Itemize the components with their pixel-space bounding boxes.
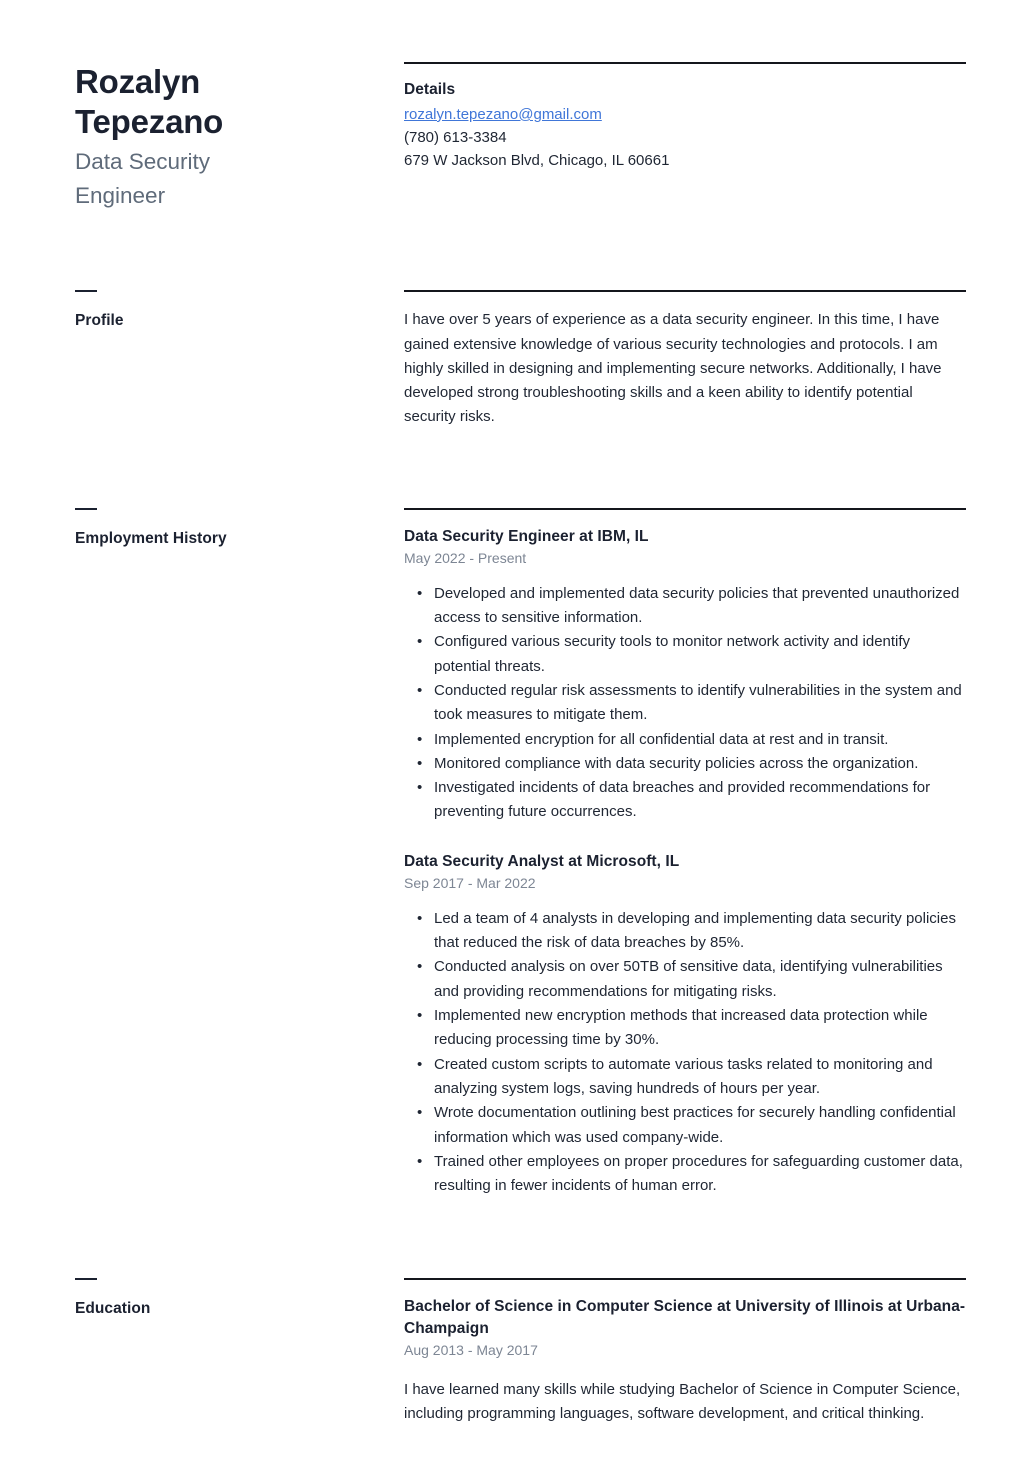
section-label-employment: Employment History	[75, 529, 227, 547]
section-dash-icon	[75, 1278, 97, 1280]
details-heading: Details	[404, 81, 456, 98]
list-item: • Configured various security tools to monitor network activity and identify potential threats.	[434, 630, 966, 679]
education-entry-title: Bachelor of Science in Computer Science at University of Illinois at Urbana-Champaign	[404, 1298, 966, 1337]
section-divider-education	[404, 1278, 966, 1280]
list-item: • Led a team of 4 analysts in developing and implementing data security policies that reduced the risk of data breaches by 85%.	[434, 907, 966, 956]
section-label-education: Education	[75, 1300, 151, 1318]
employment-content	[404, 508, 966, 1199]
list-item: • Wrote documentation outlining best practices for securely handling confidential information which was used company-wide.	[434, 1101, 966, 1150]
profile-text: I have over 5 years of experience as a data security engineer. In this time, I have gained extensive knowledge of various security technologies and protocols. I am highly skilled in designing and implementing secure networks. Additionally, I have developed strong troubleshooting skills and a keen ability to identify potential security risks.	[404, 311, 942, 426]
employment-entry-title: Data Security Engineer at IBM, IL	[404, 527, 649, 545]
list-item: • Created custom scripts to automate various tasks related to monitoring and analyzing system logs, saving hundreds of hours per year.	[434, 1053, 966, 1102]
employment-entry-title: Data Security Analyst at Microsoft, IL	[404, 852, 680, 870]
header-identity	[75, 62, 404, 214]
list-item: • Developed and implemented data security policies that prevented unauthorized access to sensitive information.	[434, 582, 966, 631]
employment-entry-date: May 2022 - Present	[404, 550, 527, 567]
employment-section	[75, 508, 966, 1199]
section-divider-details	[404, 62, 966, 64]
list-item: • Trained other employees on proper procedures for safeguarding customer data, resulting in fewer incidents of human error.	[434, 1150, 966, 1199]
education-entry-description: I have learned many skills while studying Bachelor of Science in Computer Science, including programming languages, software development, and critical thinking.	[404, 1380, 961, 1423]
list-item: • Conducted regular risk assessments to identify vulnerabilities in the system and took measures to mitigate them.	[434, 679, 966, 728]
education-content	[404, 1278, 966, 1426]
address-line: 679 W Jackson Blvd, Chicago, IL 60661	[404, 152, 670, 170]
list-item: • Monitored compliance with data security policies across the organization.	[434, 752, 966, 776]
employment-entry-bullets	[404, 907, 966, 1199]
phone-line: (780) 613-3384	[404, 129, 507, 147]
spacer-after-profile	[75, 430, 966, 508]
section-divider-profile	[404, 290, 966, 292]
spacer-after-header	[75, 214, 966, 290]
header-section	[75, 62, 966, 214]
employment-entry-bullets	[404, 582, 966, 825]
education-entry	[404, 1296, 966, 1426]
section-label-profile: Profile	[75, 312, 124, 330]
list-item: • Implemented encryption for all confidential data at rest and in transit.	[434, 728, 966, 752]
page-title: Rozalyn Tepezano	[75, 63, 224, 141]
section-dash-icon	[75, 290, 97, 292]
employment-entry	[404, 851, 966, 1199]
employment-entry	[404, 526, 966, 825]
job-title-subtitle: Data Security Engineer	[75, 148, 211, 209]
details-block	[404, 62, 966, 173]
list-item: • Investigated incidents of data breaches and provided recommendations for preventing future occurrences.	[434, 776, 966, 825]
email-line	[404, 103, 966, 126]
section-dash-icon	[75, 508, 97, 510]
profile-label-column	[75, 290, 404, 331]
email-link[interactable]: rozalyn.tepezano@gmail.com	[404, 105, 602, 123]
spacer-after-employment	[75, 1198, 966, 1278]
list-item: • Conducted analysis on over 50TB of sensitive data, identifying vulnerabilities and providing recommendations for mitigating risks.	[434, 955, 966, 1004]
profile-section	[75, 290, 966, 429]
profile-content	[404, 290, 966, 429]
list-item: • Implemented new encryption methods that increased data protection while reducing processing time by 30%.	[434, 1004, 966, 1053]
employment-entry-date: Sep 2017 - Mar 2022	[404, 875, 536, 892]
education-label-column	[75, 1278, 404, 1319]
employment-label-column	[75, 508, 404, 549]
section-divider-employment	[404, 508, 966, 510]
education-section	[75, 1278, 966, 1426]
education-entry-date: Aug 2013 - May 2017	[404, 1342, 538, 1359]
